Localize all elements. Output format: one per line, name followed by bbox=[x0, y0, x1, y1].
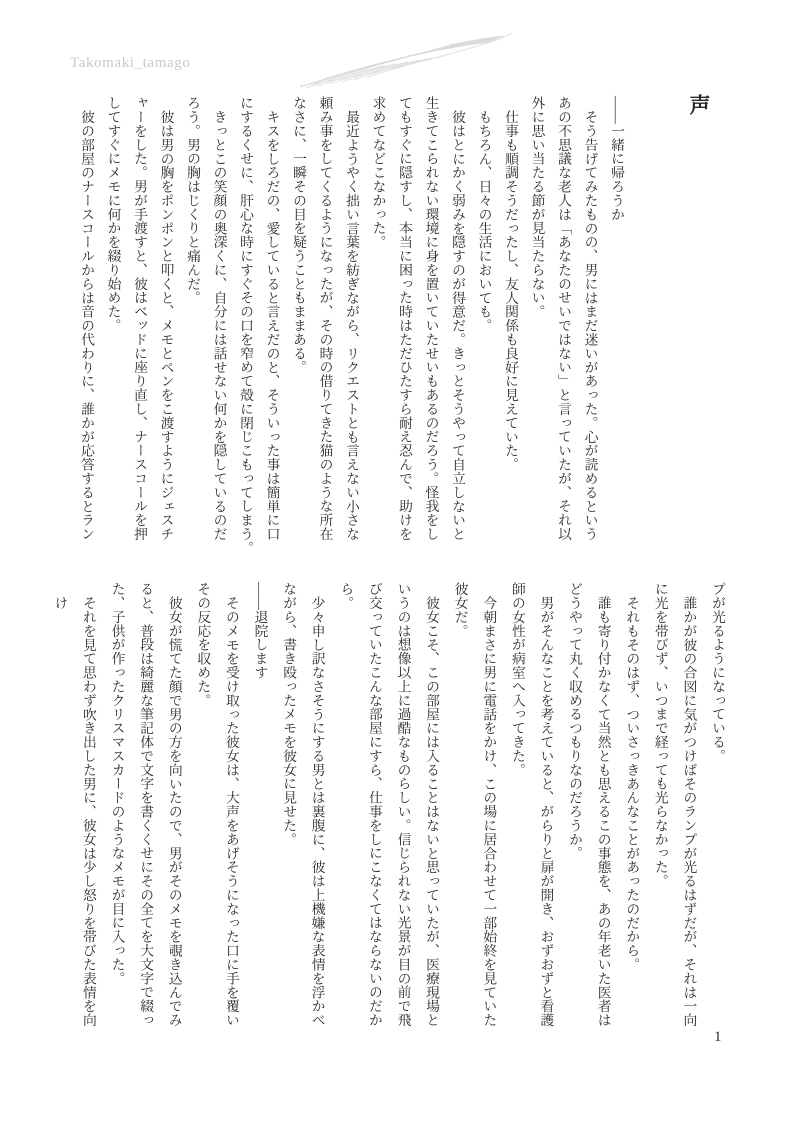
text-line: 男がそんなことを考えていると、がらりと扉が開き、おずおずと看護 bbox=[538, 595, 554, 1027]
text-line: もちろん、日々の生活においても。 bbox=[476, 109, 492, 333]
text-line: きっとこの笑顔の奥深くに、自分には話せない何かを隠しているのだ bbox=[211, 109, 227, 541]
text-line: ――退院します bbox=[252, 582, 268, 680]
text-line: ると、普段は綺麗な筆記体で文字を書くくせにその全てを大文字で綴っ bbox=[138, 582, 154, 1027]
text-line: た、子供が作ったクリスマスカードのようなメモが目に入った。 bbox=[109, 582, 125, 986]
story-text-bottom bbox=[45, 582, 731, 1035]
text-line: 外に思い当たる節が見当たらない。 bbox=[529, 96, 545, 319]
text-line: ら。 bbox=[338, 582, 354, 610]
text-line: キスをしろだの、愛していると言えだのと、そういった事は簡単に口 bbox=[264, 109, 280, 541]
story-text-top bbox=[73, 96, 630, 559]
text-line: 彼は男の胸をポンポンと叩くと、メモとペンをこ渡すようにジェスチ bbox=[158, 109, 174, 541]
text-line: 少々申し訳なさそうにする男とは裏腹に、彼は上機嫌な表情を浮かべ bbox=[309, 595, 325, 1027]
text-line: にするくせに、肝心な時にすぐその口を窄めて殻に閉じこもってしまう。 bbox=[238, 96, 253, 555]
text-line: ながら、書き殴ったメモを彼女に見せた。 bbox=[281, 582, 297, 847]
text-line: 生きてこられない環境に身を置いていたせいもあるのだろう。怪我をし bbox=[423, 96, 439, 541]
text-line: いうのは想像以上に過酷なものらしい。信じられない光景が目の前で飛 bbox=[395, 582, 411, 1027]
text-line: 彼の部屋のナースコールからは音の代わりに、誰かが応答するとラン bbox=[79, 109, 94, 541]
text-line: それを見て思わず吹き出した男に、彼女は少し怒りを帯びた表情を向け bbox=[52, 595, 96, 1027]
text-line: あの不思議な老人は「あなたのせいではない」と言っていたが、それ以 bbox=[556, 96, 571, 541]
text-line: 彼女だ。 bbox=[452, 582, 468, 638]
text-line: プが光るようになっている。 bbox=[710, 582, 725, 763]
text-line: に光を帯びず、いつまで経っても光らなかった。 bbox=[652, 582, 668, 888]
text-line: 今朝まさに男に電話をかけ、この場に居合わせて一部始終を見ていた bbox=[481, 595, 497, 1027]
text-line: それもそのはず、ついさっきあんなことがあったのだから。 bbox=[624, 595, 640, 972]
page-number: 1 bbox=[714, 1029, 722, 1045]
text-line: 彼女こそ、この部屋には入ることはないと思っていたが、医療現場と bbox=[424, 595, 440, 1027]
text-line: 誰も寄り付かなくて当然とも思えるこの事態を、あの年老いた医者は bbox=[595, 595, 611, 1027]
text-line: してすぐにメモに何かを綴り始めた。 bbox=[105, 96, 121, 333]
text-line: その反応を収めた。 bbox=[195, 582, 211, 708]
text-line: び交っていたこんな部屋にすら、仕事をしにこなくてはならないのだか bbox=[366, 582, 382, 1027]
text-line: そう告げてみたものの、男にはまだ迷いがあった。心が読めるという bbox=[582, 109, 598, 541]
text-line: ろう。男の胸はじくりと痛んだ。 bbox=[185, 96, 200, 305]
text-line: ャーをした。男が手渡すと、彼はベッドに座り直し、ナースコールを押 bbox=[132, 96, 147, 541]
text-line: 彼女が慌てた顔で男の方を向いたので、男がそのメモを覗き込んでみ bbox=[166, 595, 182, 1027]
text-line: そのメモを受け取った彼女は、大声をあげそうになった口に手を覆い bbox=[223, 595, 239, 1027]
watermark-text: Takomaki_tamago bbox=[70, 55, 191, 71]
text-line: 彼はとにかく弱みを隠すのが得意だ。きっとそうやって自立しないと bbox=[450, 109, 465, 541]
text-line: ――一緒に帰ろうか bbox=[609, 96, 624, 222]
text-line: 誰かが彼の合図に気がつけばそのランプが光るはずだが、それは一向 bbox=[681, 595, 697, 1027]
text-line: なさに、一瞬その目を疑うこともままある。 bbox=[291, 96, 306, 374]
text-line: 頼み事をしてくるようになったが、その時の借りてきた猫のような所在 bbox=[317, 96, 333, 541]
text-line: どうやって丸く収めるつもりなのだろうか。 bbox=[567, 582, 583, 860]
text-line: てもすぐに隠すし、本当に困った時はただひたすら耐え忍んで、助けを bbox=[397, 96, 412, 541]
feather-image bbox=[292, 14, 520, 92]
text-line: 仕事も順調そうだったし、友人関係も良好に見えていた。 bbox=[503, 109, 518, 472]
text-line: 師の女性が病室へ入ってきた。 bbox=[509, 582, 525, 777]
text-line: 求めてなどこなかった。 bbox=[370, 96, 386, 249]
text-line: 最近ようやく拙い言葉を紡ぎながら、リクエストとも言えない小さな bbox=[344, 109, 359, 541]
page-title: 声 bbox=[687, 94, 711, 117]
